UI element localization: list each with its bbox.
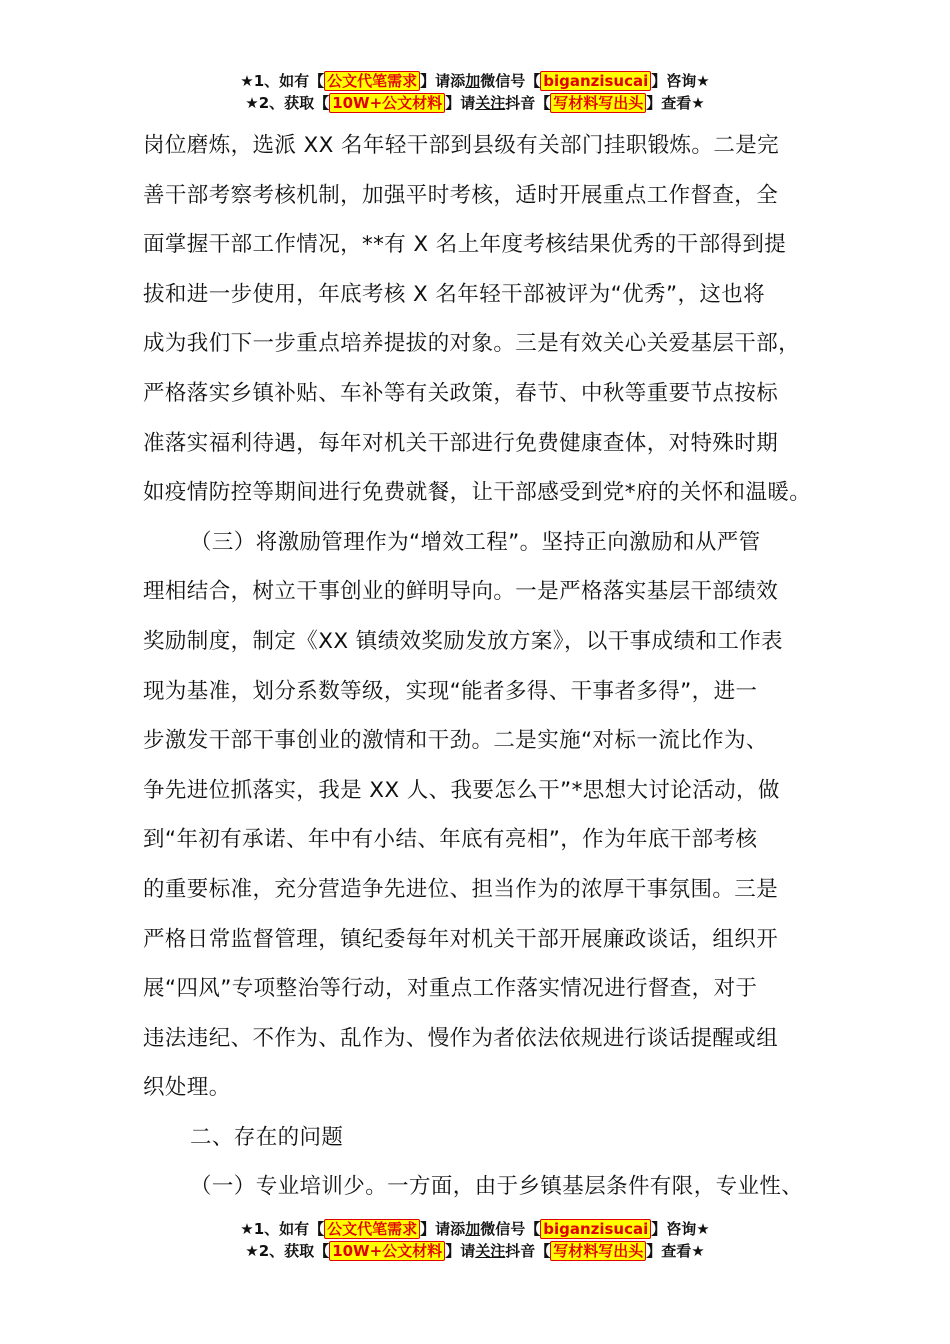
banner-line-1 <box>0 70 950 92</box>
body-line: 展“四风”专项整治等行动，对重点工作落实情况进行督查，对于 <box>143 976 758 1002</box>
body-line: 成为我们下一步重点培养提拔的对象。三是有效关心关爱基层干部， <box>143 331 801 357</box>
body-line: 面掌握干部工作情况，**有 X 名上年度考核结果优秀的干部得到提 <box>143 232 787 258</box>
highlight-text: 10W+公文材料 <box>329 1241 445 1261</box>
highlight-text: 公文代笔需求 <box>324 71 420 91</box>
body-line: 违法违纪、不作为、乱作为、慢作为者依法依规进行谈话提醒或组 <box>143 1025 779 1051</box>
wechat-id-highlight: biganzisucai <box>540 1219 651 1239</box>
banner-text: 微信号【 <box>480 72 541 90</box>
banner-text: ★2、获取【 <box>245 94 330 112</box>
body-line: 善干部考察考核机制，加强平时考核，适时开展重点工作督查，全 <box>143 182 779 208</box>
banner-text: 抖音【 <box>505 94 551 112</box>
banner-text: 】查看★ <box>646 1242 705 1260</box>
banner-text: 】请 <box>445 94 476 112</box>
banner-text: ★2、获取【 <box>245 1242 330 1260</box>
header-banner <box>0 70 950 114</box>
document-body <box>143 121 833 1212</box>
douyin-id-highlight: 写材料写出头 <box>550 93 646 113</box>
banner-text: 】咨询★ <box>651 1220 710 1238</box>
body-line: 的重要标准，充分营造争先进位、担当作为的浓厚干事氛围。三是 <box>143 876 779 902</box>
body-line: 织处理。 <box>143 1075 231 1101</box>
douyin-id-highlight: 写材料写出头 <box>550 1241 646 1261</box>
banner-text: 】查看★ <box>646 94 705 112</box>
banner-line-2 <box>0 1240 950 1262</box>
underlined-text: 关注 <box>475 1242 506 1260</box>
section-title: 二、存在的问题 <box>190 1124 344 1150</box>
body-line: 拔和进一步使用，年底考核 X 名年轻干部被评为“优秀”，这也将 <box>143 281 766 307</box>
body-line: 理相结合，树立干事创业的鲜明导向。一是严格落实基层干部绩效 <box>143 579 779 605</box>
body-line: 如疫情防控等期间进行免费就餐，让干部感受到党*府的关怀和温暖。 <box>143 480 812 506</box>
highlight-text: 10W+公文材料 <box>329 93 445 113</box>
footer-banner <box>0 1218 950 1262</box>
banner-text: 】请添 <box>420 72 466 90</box>
banner-text: 微信号【 <box>480 1220 541 1238</box>
wechat-id-highlight: biganzisucai <box>540 71 651 91</box>
body-line: 奖励制度，制定《XX 镇绩效奖励发放方案》，以干事成绩和工作表 <box>143 628 783 654</box>
body-line: 争先进位抓落实，我是 XX 人、我要怎么干”*思想大讨论活动，做 <box>143 777 780 803</box>
section-heading-line: （三）将激励管理作为“增效工程”。坚持正向激励和从严管 <box>190 529 761 555</box>
body-line: 严格落实乡镇补贴、车补等有关政策，春节、中秋等重要节点按标 <box>143 380 779 406</box>
banner-text: ★1、如有【 <box>240 1220 325 1238</box>
body-line: 严格日常监督管理，镇纪委每年对机关干部开展廉政谈话，组织开 <box>143 926 779 952</box>
body-line: 岗位磨炼，选派 XX 名年轻干部到县级有关部门挂职锻炼。二是完 <box>143 133 780 158</box>
banner-text: 】请添 <box>420 1220 466 1238</box>
banner-text: 抖音【 <box>505 1242 551 1260</box>
body-line: 到“年初有承诺、年中有小结、年底有亮相”，作为年底干部考核 <box>143 827 758 853</box>
underlined-text: 关注 <box>475 94 506 112</box>
banner-line-2 <box>0 92 950 114</box>
body-line: 现为基准，划分系数等级，实现“能者多得、干事者多得”，进一 <box>143 678 758 704</box>
underlined-text: 加 <box>465 72 481 90</box>
banner-line-1 <box>0 1218 950 1240</box>
banner-text: ★1、如有【 <box>240 72 325 90</box>
underlined-text: 加 <box>465 1220 481 1238</box>
banner-text: 】请 <box>445 1242 476 1260</box>
highlight-text: 公文代笔需求 <box>324 1219 420 1239</box>
body-line: 步激发干部干事创业的激情和干劲。二是实施“对标一流比作为、 <box>143 728 768 754</box>
subsection-heading-line: （一）专业培训少。一方面，由于乡镇基层条件有限，专业性、 <box>190 1174 804 1200</box>
banner-text: 】咨询★ <box>651 72 710 90</box>
body-line: 准落实福利待遇，每年对机关干部进行免费健康查体，对特殊时期 <box>143 430 779 456</box>
